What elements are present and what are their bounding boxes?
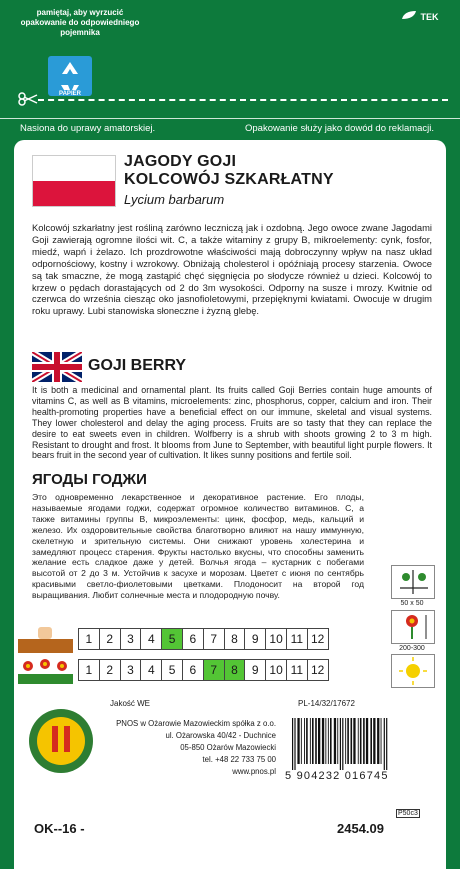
company-line: ul. Ożarowska 40/42 - Duchnice [165,731,276,740]
description-ru: Это одновременно лекарственное и декоративное растение. Его плоды, называемые ягодами годжи, содержат огромное количество витаминов. С, а также витамины группы В, микроэлементы: цинк, фосфор, медь, кальций и железо. Их оздоровительные свойства благотворно влияют на нашу иммунную, скелетную и зрительную системы. Они снижают уровень холестерина и замедляют процесс старения. Фрукты настолько вкусны, что способны заменить желание есть сладкое даже у детей. Волчья ягода – кустарник с побегами высотой от 2 до 3 м. Устойчив к засухе и морозам. Цветет с июня по сентябрь красивыми светло-фиолетовыми цветками. Плодоносит на второй год выращивания. Любит солнечные места и плодородную почву. [32,492,364,601]
barcode-bar [312,718,314,764]
barcode-bar [366,718,368,764]
ok-code: OK--16 - [34,821,85,836]
title-line-1: JAGODY GOJI [124,153,237,170]
sowing-month-1: 1 [79,629,100,650]
flowering-month-9: 9 [245,660,266,681]
product-title-ru: ЯГОДЫ ГОДЖИ [32,471,147,488]
sowing-month-7: 7 [203,629,224,650]
barcode-bar [315,718,317,764]
sowing-month-10: 10 [266,629,287,650]
barcode-bar [294,718,295,770]
flowering-month-8: 8 [224,660,245,681]
product-title-pl [124,153,334,189]
barcode-bar [370,718,372,764]
barcode-bar [337,718,338,764]
company-line: tel. +48 22 733 75 00 [202,755,276,764]
complaint-notice: Opakowanie służy jako dowód do reklamacji. [245,123,435,134]
barcode-bar [301,718,302,764]
barcode-bar [345,718,346,764]
flowering-month-12: 12 [307,660,328,681]
barcode-bar [381,718,382,764]
flowering-month-5: 5 [162,660,183,681]
barcode-bar [330,718,332,764]
sowing-month-5: 5 [162,629,183,650]
title-line-2: KOLCOWÓJ SZKARŁATNY [124,171,334,188]
flowering-icon [18,656,73,684]
barcode-bar [342,718,343,770]
leaf-icon [400,10,418,20]
company-line: PNOS w Ożarowie Mazowieckim spółka z o.o. [116,719,276,728]
spacing-icon [391,565,435,599]
scissors-icon [18,92,38,106]
tek-text: TEK [420,12,439,22]
recycle-badge: PAPIER [59,91,81,96]
spacing-label: 50 x 50 [400,600,424,607]
company-line: 05-850 Ożarów Mazowiecki [180,743,276,752]
barcode-bar [304,718,305,764]
flowering-month-10: 10 [266,660,287,681]
amateur-notice: Nasiona do uprawy amatorskiej. [20,123,156,134]
sowing-icon [18,625,73,653]
flowering-month-1: 1 [79,660,100,681]
sowing-month-12: 12 [307,629,328,650]
latin-name: Lycium barbarum [124,192,225,207]
description-en: It is both a medicinal and ornamental plant. Its fruits called Goji Berries contain huge amounts of vitamins C, as well as B vitamins, microelements: zinc, phosphorus, copper, calcium and iron. Their health-promoting properties have a beneficial effect on our immune, skeletal and visual systems. They lower cholesterol and delay the aging process. Fruits are so tasty that they can replace the desire to eat sweets even in children. Wolfberry is a shrub with shoots growing 2 to 3 m high. Resistant to drought and frost. It blooms from June to September, with beautiful light purple flowers. It bears fruit in the second year of cultivation. It likes sunny positions and fertile soil. [32,385,432,461]
flowering-month-7: 7 [203,660,224,681]
barcode-bar [347,718,349,764]
barcode-bar [328,718,329,764]
sowing-month-3: 3 [120,629,141,650]
uk-flag-icon [32,352,82,382]
recycle-note: pamiętaj, aby wyrzucić opakowanie do odpowiedniego pojemnika [20,8,140,37]
barcode [288,718,434,770]
barcode-bar [351,718,353,764]
sowing-calendar [78,628,329,650]
flowering-month-6: 6 [182,660,203,681]
barcode-bar [386,718,387,770]
flowering-month-2: 2 [99,660,120,681]
sowing-month-8: 8 [224,629,245,650]
quality-mark: Jakość WE [110,699,151,708]
barcode-bar [292,718,293,770]
sowing-month-11: 11 [286,629,307,650]
barcode-bar [310,718,311,764]
barcode-bar [377,718,379,764]
flowering-calendar [78,659,329,681]
barcode-bar [353,718,355,764]
recycle-icon [48,56,92,96]
barcode-bar [318,718,320,764]
barcode-bar [363,718,365,764]
company-address [84,718,276,778]
barcode-bar [297,718,299,764]
sowing-month-4: 4 [141,629,162,650]
company-line: www.pnos.pl [232,767,276,776]
sowing-month-2: 2 [99,629,120,650]
flowering-month-3: 3 [120,660,141,681]
barcode-digits: 5 904232 016745 [285,770,389,782]
barcode-bar [325,718,326,764]
barcode-bar [384,718,385,770]
cut-dashed-line [38,99,448,101]
barcode-bar [334,718,336,764]
poland-flag-icon [32,155,116,207]
barcode-bar [340,718,341,770]
sun-icon [391,654,435,688]
tek-logo [400,10,439,22]
product-code: 2454.09 [337,821,384,836]
registration-code: PL-14/32/17672 [298,699,355,708]
description-pl: Kolcowój szkarłatny jest rośliną zarówno leczniczą jak i ozdobną. Jego owoce zwane Jagodami Goji zawierają ogromne ilości wit. C, a także witaminy z grupy B, mikroelementy: cynk, fosfor, miedź, wapń i żelazo. Ich prozdrowotne właściwości mają dobroczynny wpływ na nasz układ odpornościowy, kostny i wzrokowy. Obniżają cholesterol i opóźniają procesy starzenia. Owoce są tak smaczne, że mogą zastąpić chęć sięgnięcia po słodycze również u dzieci. Kolcowój to krzew o pędach dorastających od 2 do 3m wysokości. Odporny na susze i mrozy. Kwitnie od czerwca do września ciesząc oko jasnofioletowymi, przepięknymi kwiatami. Owocuje w drugim roku uprawy. Lubi stanowiska słoneczne i żyzną glebę. [32,222,432,317]
barcode-bar [322,718,324,764]
barcode-bar [306,718,308,764]
sowing-month-9: 9 [245,629,266,650]
barcode-bar [360,718,362,764]
batch-code: P50c3 [398,810,418,817]
flowering-month-4: 4 [141,660,162,681]
flowering-month-11: 11 [286,660,307,681]
product-title-en: GOJI BERRY [88,357,187,374]
sowing-month-6: 6 [182,629,203,650]
barcode-bar [373,718,375,764]
flower-height-icon [391,610,435,644]
height-label: 200-300 [399,645,425,652]
barcode-bar [358,718,359,764]
divider [0,118,460,119]
